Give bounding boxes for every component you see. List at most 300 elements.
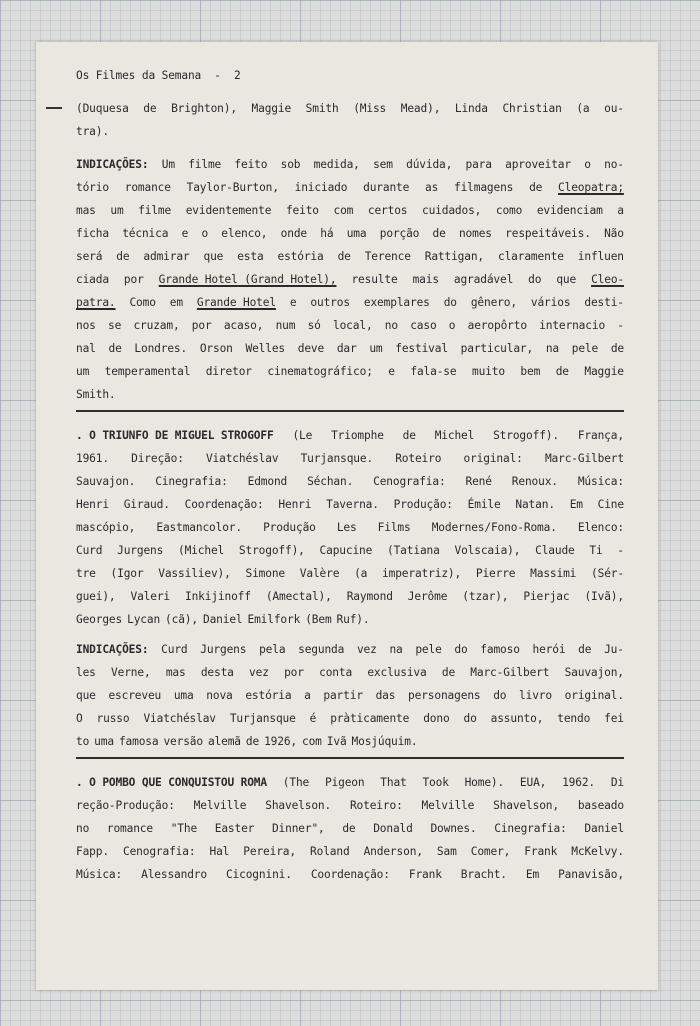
word: Lycan: [127, 613, 161, 626]
word: Séchan.: [307, 475, 354, 488]
word: vários: [530, 296, 571, 309]
word: Roteiro:: [349, 799, 403, 812]
word: no-: [604, 158, 624, 171]
word: pela: [259, 643, 286, 656]
word: Dinner",: [271, 822, 325, 835]
word: (cã),: [165, 613, 198, 626]
word: (Sér-: [591, 567, 624, 580]
word: alemã: [207, 735, 241, 748]
word: Donald: [373, 822, 413, 835]
word: de: [529, 181, 543, 194]
word: influen: [577, 250, 624, 263]
word: Anderson,: [363, 845, 423, 858]
line: [76, 470, 624, 493]
line: [76, 661, 624, 684]
word: dúvida,: [406, 158, 453, 171]
word: McKelvy.: [571, 845, 624, 858]
film-title-underlined: Grande Hotel (Grand Hotel),: [158, 273, 337, 286]
word: (tzar),: [462, 590, 509, 603]
word: Um: [161, 158, 175, 171]
word: romance: [124, 181, 171, 194]
word: personagens: [408, 689, 481, 702]
word: será: [76, 250, 103, 263]
word: (The: [282, 776, 310, 789]
word: (Amectal),: [265, 590, 332, 603]
word: (Michel: [178, 544, 225, 557]
word: Sauvajon,: [564, 666, 624, 679]
word: Jurgens: [200, 643, 247, 656]
word: cuidados,: [421, 204, 482, 217]
word: num: [275, 319, 296, 332]
word: (Duquesa: [76, 102, 129, 115]
word: Não: [604, 227, 624, 240]
line: [76, 539, 624, 562]
word: Viatchéslav: [205, 452, 279, 465]
word: Pereira,: [243, 845, 296, 858]
word: de: [441, 666, 456, 679]
word: Música:: [577, 475, 624, 488]
word: Renoux.: [511, 475, 558, 488]
word: Pierjac: [523, 590, 570, 603]
word: romance: [106, 822, 153, 835]
word: de: [402, 429, 416, 442]
word: nal: [76, 342, 96, 355]
word: Sauvajon.: [76, 475, 136, 488]
line: [76, 638, 624, 661]
line: [76, 314, 624, 337]
word: particular,: [460, 342, 534, 355]
line: [76, 245, 624, 268]
line: [76, 447, 624, 470]
film-title-underlined: Cleo-: [591, 273, 624, 286]
word: do: [528, 273, 542, 286]
line: [76, 199, 624, 222]
word: temperamental: [104, 365, 191, 378]
word: feito: [285, 204, 319, 217]
word: Ti: [589, 544, 603, 557]
word: pele: [415, 643, 442, 656]
word: Como: [129, 296, 156, 309]
word: técnica: [122, 227, 169, 240]
word: versão: [163, 735, 203, 748]
word: outros: [310, 296, 350, 309]
word: de: [337, 250, 351, 263]
word: imperatriz),: [382, 567, 462, 580]
word: (Miss: [353, 102, 387, 115]
word: do: [493, 689, 507, 702]
word: mascópio,: [76, 521, 136, 534]
word: Cinegrafia:: [494, 822, 567, 835]
indicacoes-label: INDICAÇÕES:: [76, 158, 149, 171]
word: Marc-Gilbert: [544, 452, 624, 465]
word: local,: [333, 319, 373, 332]
word: respeitáveis.: [505, 227, 591, 240]
word: exclusiva: [367, 666, 427, 679]
word: ou-: [604, 102, 624, 115]
word: Eastmancolor.: [156, 521, 242, 534]
word: O: [76, 712, 83, 725]
word: filme: [188, 158, 222, 171]
word: certos: [367, 204, 408, 217]
word: (Bem: [305, 613, 332, 626]
word: Direção:: [131, 452, 184, 465]
film-title: . O TRIUNFO DE MIGUEL STROGOFF: [76, 429, 274, 442]
word: Valeri: [130, 590, 171, 603]
line: [76, 863, 624, 886]
word: Marc-Gilbert: [470, 666, 550, 679]
word: famoso: [480, 643, 520, 656]
film-title-underlined: Cleopatra;: [558, 181, 624, 194]
word: Home).: [464, 776, 505, 789]
line: [76, 585, 624, 608]
word: a: [304, 689, 311, 702]
word: Jerôme: [407, 590, 448, 603]
word: filmagens: [454, 181, 514, 194]
word: Took: [422, 776, 449, 789]
word: (Le: [292, 429, 313, 442]
word: a: [617, 204, 624, 217]
word: Cicognini.: [225, 868, 292, 881]
word: (a: [354, 567, 368, 580]
word: Claude: [535, 544, 575, 557]
word: Coordenação:: [310, 868, 390, 881]
word: desti-: [584, 296, 624, 309]
word: de: [432, 227, 446, 240]
word: Di: [610, 776, 624, 789]
word: esta: [237, 250, 264, 263]
word: escreveu: [108, 689, 162, 702]
word: Mosjúquim.: [351, 735, 418, 748]
word: original.: [564, 689, 624, 702]
word: diretor: [205, 365, 252, 378]
word: fala-se: [410, 365, 457, 378]
word: aproveitar: [505, 158, 571, 171]
word: nomes: [458, 227, 492, 240]
word: (Ivã),: [584, 590, 624, 603]
word: filme: [138, 204, 172, 217]
word: Ju-: [604, 643, 624, 656]
word: nos: [76, 319, 96, 332]
word: Hal: [209, 845, 230, 858]
word: tório: [76, 181, 109, 194]
word: Frank: [408, 868, 442, 881]
word: de: [143, 102, 157, 115]
word: EUA,: [519, 776, 547, 789]
word: Strogoff).: [493, 429, 559, 442]
word: por: [123, 273, 144, 286]
line: [76, 562, 624, 585]
word: Fapp.: [76, 845, 109, 858]
word: Elenco:: [577, 521, 624, 534]
word: Curd: [76, 544, 103, 557]
line: [76, 97, 624, 120]
word: tre: [76, 567, 96, 580]
line: Smith.: [76, 388, 116, 401]
word: uma: [346, 227, 367, 240]
word: Linda: [454, 102, 488, 115]
word: onde: [280, 227, 308, 240]
word: Produção: [263, 521, 316, 534]
line: [76, 153, 624, 176]
word: Roland: [310, 845, 350, 858]
word: tendo: [557, 712, 591, 725]
word: um: [369, 342, 383, 355]
word: evidentemente: [185, 204, 272, 217]
word: Henri: [278, 498, 312, 511]
word: Ruf).: [336, 613, 370, 626]
word: famosa: [118, 735, 159, 748]
word: é: [309, 712, 317, 725]
word: de: [116, 250, 130, 263]
word: les: [76, 666, 96, 679]
word: de: [108, 342, 122, 355]
word: Pigeon: [324, 776, 365, 789]
word: cruzam,: [133, 319, 180, 332]
word: russo: [96, 712, 130, 725]
word: Daniel: [202, 613, 243, 626]
line: [76, 608, 624, 631]
word: partir: [323, 689, 363, 702]
word: Edmond: [247, 475, 288, 488]
word: original:: [463, 452, 523, 465]
word: tra).: [76, 125, 109, 138]
word: conta: [319, 666, 353, 679]
word: por: [284, 666, 304, 679]
word: Comer,: [470, 845, 511, 858]
word: durante: [363, 181, 410, 194]
word: Mead),: [400, 102, 441, 115]
word: herói: [532, 643, 566, 656]
word: para: [465, 158, 492, 171]
word: Produção:: [393, 498, 453, 511]
line: [76, 424, 624, 447]
word: na: [389, 643, 403, 656]
word: festival: [395, 342, 448, 355]
word: um: [110, 204, 124, 217]
word: Em: [525, 868, 540, 881]
word: no: [76, 822, 90, 835]
section-divider: [76, 410, 624, 412]
word: vez: [356, 643, 377, 656]
word: -: [617, 319, 624, 332]
word: Melville: [193, 799, 247, 812]
word: vez: [249, 666, 269, 679]
word: como: [495, 204, 523, 217]
word: Alessandro: [141, 868, 207, 881]
word: livro: [519, 689, 552, 702]
word: só: [307, 319, 321, 332]
line: [76, 222, 624, 245]
word: dar: [336, 342, 357, 355]
word: Henri: [76, 498, 109, 511]
word: Natan.: [515, 498, 555, 511]
word: acaso,: [223, 319, 264, 332]
word: bem: [520, 365, 541, 378]
word: gênero,: [470, 296, 517, 309]
typewritten-sheet: [36, 42, 658, 990]
line: [76, 337, 624, 360]
word: pràticamente: [330, 712, 410, 725]
word: Simone: [245, 567, 286, 580]
word: no: [384, 319, 398, 332]
word: Émile: [467, 498, 501, 511]
word: de: [578, 643, 592, 656]
word: muito: [471, 365, 505, 378]
word: que: [76, 689, 96, 702]
word: de: [342, 822, 356, 835]
line: [76, 817, 624, 840]
word: Cine: [597, 498, 624, 511]
word: ficha: [76, 227, 109, 240]
word: e: [388, 365, 395, 378]
line: [76, 291, 624, 314]
word: das: [375, 689, 396, 702]
word: Massimi: [530, 567, 577, 580]
word: segunda: [298, 643, 345, 656]
word: (a: [576, 102, 590, 115]
word: feito: [234, 158, 268, 171]
word: que: [203, 250, 224, 263]
word: mas: [76, 204, 96, 217]
word: Georges: [76, 613, 123, 626]
line: [76, 707, 624, 730]
line: [76, 771, 624, 794]
word: elenco,: [221, 227, 268, 240]
word: Sam: [436, 845, 457, 858]
word: Daniel: [584, 822, 624, 835]
word: Smith: [305, 102, 339, 115]
word: Música:: [76, 868, 123, 881]
word: fei: [604, 712, 624, 725]
word: do: [454, 643, 468, 656]
word: Pierre: [475, 567, 516, 580]
word: Orson: [199, 342, 233, 355]
word: iniciado: [294, 181, 348, 194]
word: resulte: [351, 273, 398, 286]
word: Coordenação:: [184, 498, 264, 511]
word: Strogoff),: [238, 544, 305, 557]
word: mas: [165, 666, 186, 679]
line: [76, 360, 624, 383]
word: sem: [373, 158, 393, 171]
word: Films: [377, 521, 411, 534]
word: Inkijinoff: [185, 590, 251, 603]
word: That: [380, 776, 407, 789]
word: Cinegrafia:: [155, 475, 228, 488]
word: to: [76, 735, 90, 748]
film-title-underlined: patra.: [76, 296, 116, 309]
word: Maggie: [251, 102, 292, 115]
word: -: [617, 544, 624, 557]
word: baseado: [577, 799, 624, 812]
word: em: [169, 296, 183, 309]
word: Shavelson,: [493, 799, 559, 812]
line: [76, 120, 624, 143]
word: Frank: [524, 845, 558, 858]
word: mais: [412, 273, 439, 286]
word: do: [443, 296, 457, 309]
word: e: [289, 296, 297, 309]
word: Welles: [245, 342, 286, 355]
word: (Tatiana: [387, 544, 440, 557]
word: França,: [577, 429, 624, 442]
word: 1962.: [562, 776, 596, 789]
line: [76, 730, 624, 753]
word: Raymond: [346, 590, 393, 603]
word: assunto,: [490, 712, 544, 725]
word: e: [181, 227, 189, 240]
word: internacio: [539, 319, 606, 332]
line: [76, 840, 624, 863]
word: Downes.: [430, 822, 477, 835]
word: Les: [336, 521, 357, 534]
word: guei),: [76, 590, 116, 603]
page-header: [76, 64, 624, 87]
word: Melville: [421, 799, 475, 812]
word: agradável: [453, 273, 514, 286]
page-title: Os Filmes da Semana - 2: [76, 69, 241, 82]
word: sob: [280, 158, 301, 171]
word: Rattigan,: [424, 250, 485, 263]
word: exemplares: [363, 296, 430, 309]
word: claramente: [497, 250, 564, 263]
word: Roteiro: [395, 452, 442, 465]
word: que: [556, 273, 577, 286]
word: Cenografia:: [122, 845, 196, 858]
line: [76, 684, 624, 707]
word: Curd: [161, 643, 188, 656]
word: com: [302, 735, 322, 748]
word: Easter: [214, 822, 255, 835]
word: Viatchéslav: [143, 712, 216, 725]
word: uma: [173, 689, 194, 702]
word: Emilfork: [247, 613, 301, 626]
word: deve: [297, 342, 325, 355]
word: Maggie: [584, 365, 624, 378]
page-content: [76, 64, 624, 886]
dash-mark: [46, 107, 62, 109]
word: 1926,: [264, 735, 298, 748]
word: Shavelson.: [265, 799, 332, 812]
word: Jurgens: [117, 544, 164, 557]
word: de: [245, 735, 260, 748]
word: Cenografia:: [373, 475, 446, 488]
word: Em: [569, 498, 583, 511]
word: "The: [170, 822, 198, 835]
word: evidenciam: [536, 204, 603, 217]
word: ciada: [76, 273, 109, 286]
word: cinematográfico;: [267, 365, 373, 378]
word: Terence: [364, 250, 411, 263]
word: Bracht.: [460, 868, 507, 881]
word: nova: [206, 689, 233, 702]
word: Turjansque: [229, 712, 296, 725]
section-divider: [76, 757, 624, 759]
word: (Igor: [110, 567, 144, 580]
line: [76, 516, 624, 539]
word: por: [191, 319, 212, 332]
word: dono: [423, 712, 450, 725]
word: Taverna.: [326, 498, 379, 511]
word: uma: [94, 735, 114, 748]
word: pele: [571, 342, 599, 355]
word: Christian: [502, 102, 562, 115]
word: do: [463, 712, 477, 725]
word: reção-Produção:: [76, 799, 175, 812]
word: Triomphe: [331, 429, 384, 442]
word: de: [610, 342, 624, 355]
word: Taylor-Burton,: [186, 181, 279, 194]
